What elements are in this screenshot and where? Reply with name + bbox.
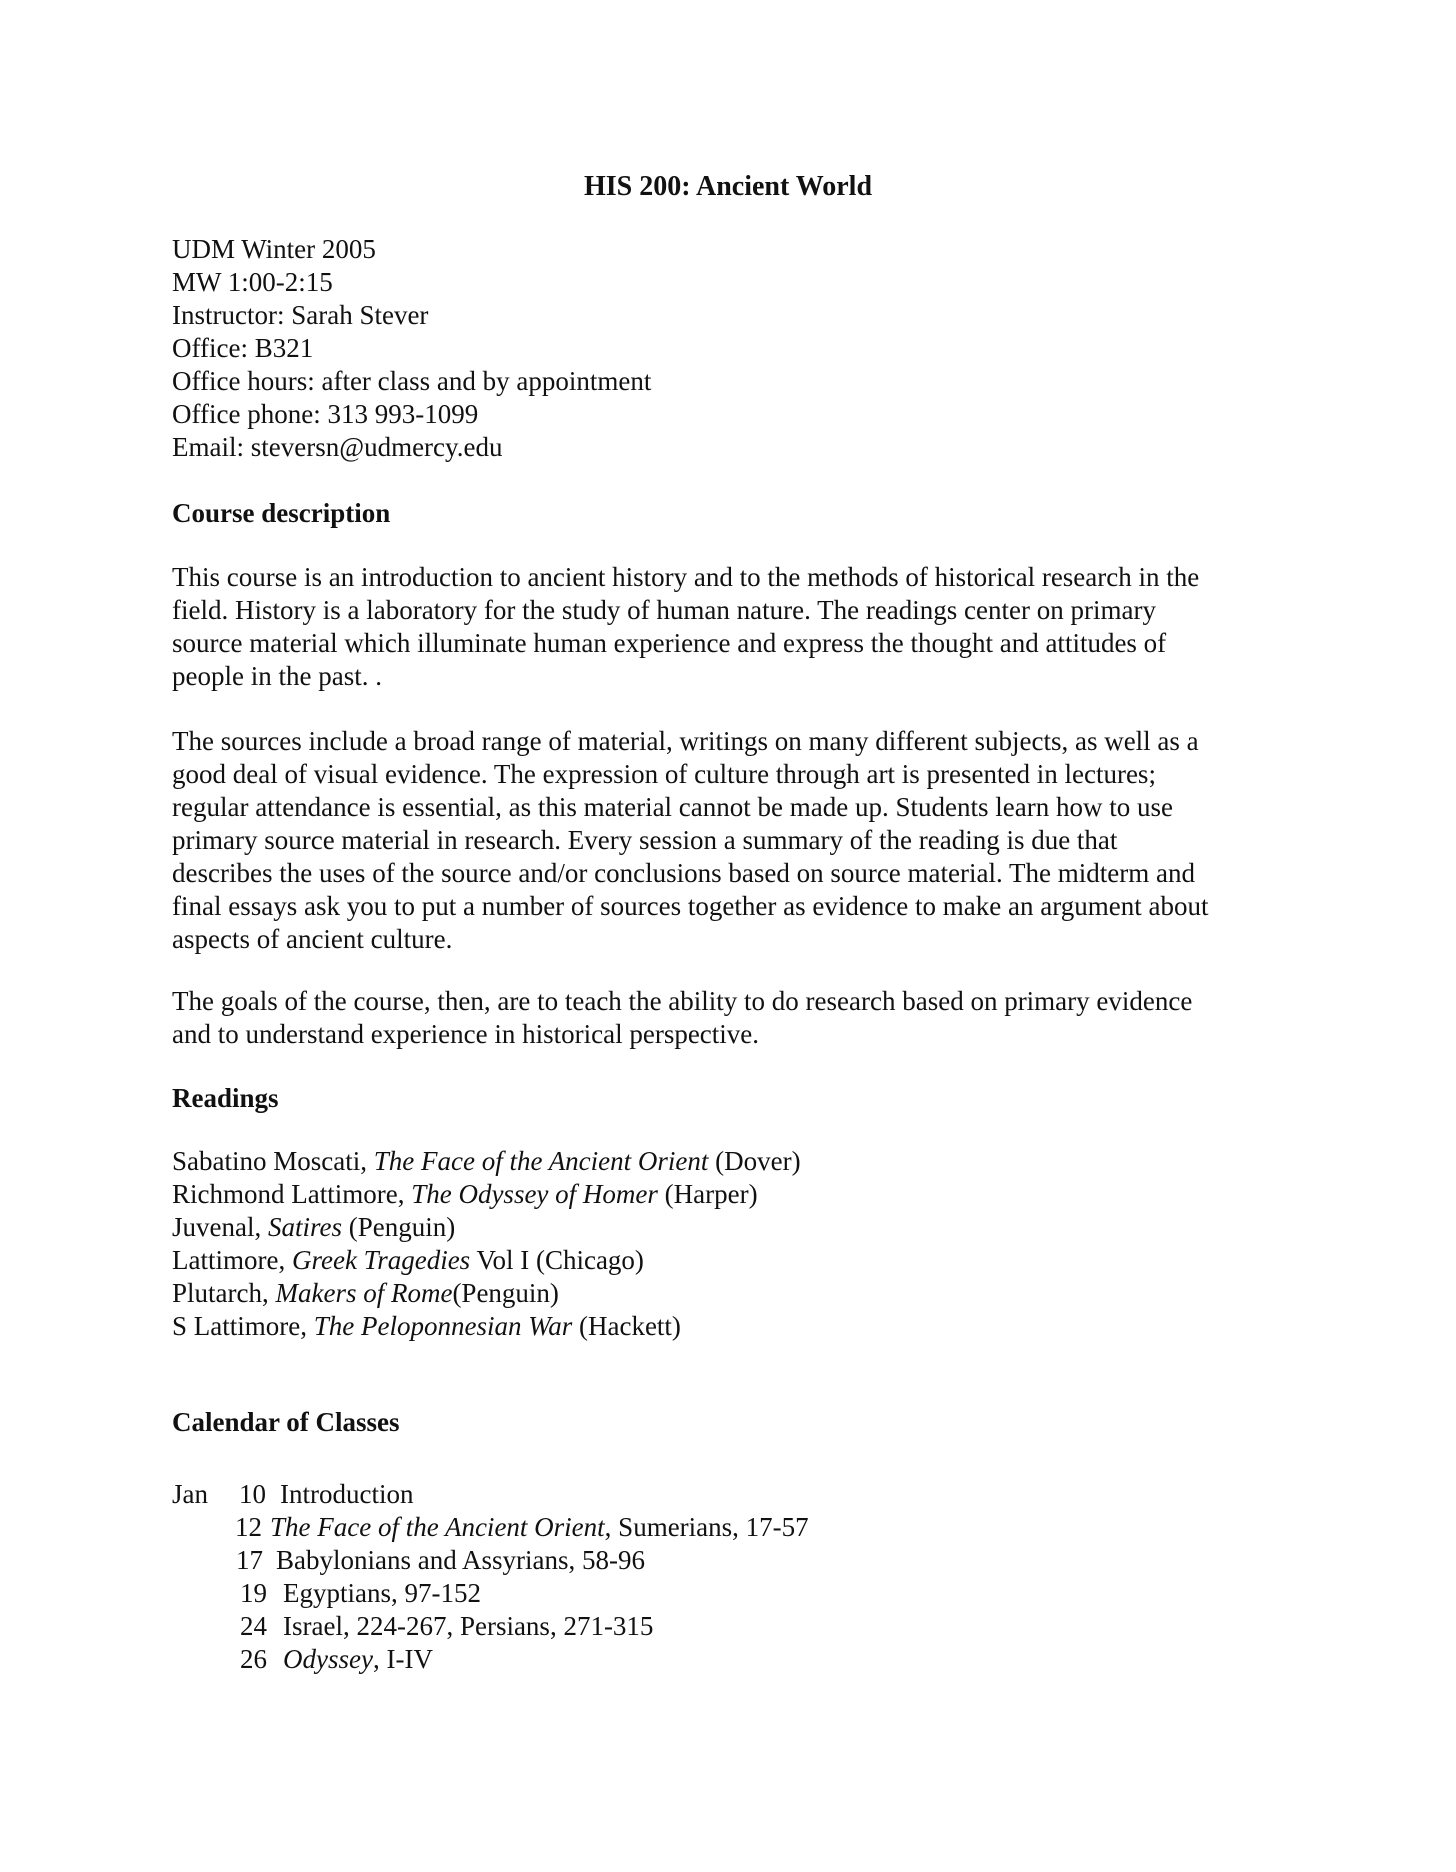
- calendar-topic-text: Introduction: [280, 1479, 414, 1509]
- course-description-heading: Course description: [172, 498, 391, 528]
- calendar-topic: [270, 1511, 809, 1544]
- reading-publisher: (Hackett): [572, 1311, 681, 1341]
- reading-publisher: (Penguin): [452, 1278, 559, 1308]
- calendar-topic-text: , I-IV: [372, 1644, 433, 1674]
- paragraph-line: good deal of visual evidence. The expression of culture through art is presented in lectures;: [172, 759, 1156, 789]
- calendar-day: 19: [240, 1578, 267, 1608]
- reading-author: S Lattimore,: [172, 1311, 314, 1341]
- info-schedule: MW 1:00-2:15: [172, 267, 333, 297]
- reading-item: [172, 1310, 1292, 1343]
- course-info: [172, 233, 1292, 464]
- calendar-day: 10: [239, 1479, 266, 1509]
- calendar-topic: [283, 1643, 433, 1676]
- paragraph-line: primary source material in research. Every session a summary of the reading is due that: [172, 825, 1118, 855]
- reading-author: Richmond Lattimore,: [172, 1179, 412, 1209]
- info-term: UDM Winter 2005: [172, 234, 376, 264]
- reading-publisher: (Dover): [708, 1146, 801, 1176]
- paragraph-line: source material which illuminate human experience and express the thought and attitudes of: [172, 628, 1167, 658]
- reading-title: Satires: [267, 1212, 342, 1242]
- calendar-topic-title: Odyssey: [283, 1644, 373, 1674]
- reading-author: Juvenal,: [172, 1212, 268, 1242]
- calendar-day: 26: [240, 1644, 267, 1674]
- info-office-hours: Office hours: after class and by appointment: [172, 366, 652, 396]
- paragraph-line: The goals of the course, then, are to teach the ability to do research based on primary evidence: [172, 986, 1193, 1016]
- info-office-phone: Office phone: 313 993-1099: [172, 399, 479, 429]
- calendar-topic-text: Israel, 224-267, Persians, 271-315: [283, 1611, 654, 1641]
- calendar-topic-text: Babylonians and Assyrians, 58-96: [276, 1545, 645, 1575]
- paragraph-line: The sources include a broad range of material, writings on many different subjects, as well as a: [172, 726, 1199, 756]
- reading-title: The Peloponnesian War: [313, 1311, 573, 1341]
- calendar-topic: [276, 1544, 645, 1577]
- calendar-topic-text: , Sumerians, 17-57: [604, 1512, 809, 1542]
- reading-publisher: (Penguin): [341, 1212, 456, 1242]
- description-paragraph-1: [172, 561, 1292, 693]
- calendar-day: 24: [240, 1611, 267, 1641]
- reading-title: The Odyssey of Homer: [411, 1179, 658, 1209]
- calendar-topic: [280, 1478, 413, 1511]
- reading-author: Lattimore,: [172, 1245, 292, 1275]
- paragraph-line: people in the past. .: [172, 661, 382, 691]
- calendar-day: 12: [235, 1512, 262, 1542]
- readings-heading: Readings: [172, 1083, 279, 1113]
- paragraph-line: final essays ask you to put a number of sources together as evidence to make an argument about: [172, 891, 1209, 921]
- reading-item: [172, 1277, 1292, 1310]
- calendar-topic: [283, 1610, 653, 1643]
- reading-item: [172, 1145, 1292, 1178]
- reading-item: [172, 1178, 1292, 1211]
- paragraph-line: aspects of ancient culture.: [172, 924, 453, 954]
- info-office: Office: B321: [172, 333, 314, 363]
- paragraph-line: regular attendance is essential, as this material cannot be made up. Students learn how to use: [172, 792, 1173, 822]
- reading-publisher: Vol I (Chicago): [470, 1245, 644, 1275]
- calendar-month: Jan: [172, 1479, 208, 1509]
- page-title: HIS 200: Ancient World: [583, 171, 873, 202]
- paragraph-line: and to understand experience in historical perspective.: [172, 1019, 760, 1049]
- paragraph-line: field. History is a laboratory for the study of human nature. The readings center on primary: [172, 595, 1156, 625]
- reading-item: [172, 1211, 1292, 1244]
- reading-publisher: (Harper): [657, 1179, 758, 1209]
- readings-list: [172, 1145, 1292, 1343]
- reading-author: Plutarch,: [172, 1278, 276, 1308]
- reading-item: [172, 1244, 1292, 1277]
- calendar-topic-text: Egyptians, 97-152: [283, 1578, 481, 1608]
- calendar-topic: [283, 1577, 481, 1610]
- calendar-day: 17: [236, 1545, 263, 1575]
- reading-title: Greek Tragedies: [291, 1245, 471, 1275]
- calendar-topic-title: The Face of the Ancient Orient: [270, 1512, 605, 1542]
- reading-author: Sabatino Moscati,: [172, 1146, 374, 1176]
- reading-title: The Face of the Ancient Orient: [373, 1146, 709, 1176]
- description-paragraph-3: [172, 985, 1292, 1051]
- reading-title: Makers of Rome: [275, 1278, 453, 1308]
- info-instructor: Instructor: Sarah Stever: [172, 300, 429, 330]
- info-email: Email: steversn@udmercy.edu: [172, 432, 503, 462]
- calendar-heading: Calendar of Classes: [172, 1407, 400, 1437]
- description-paragraph-2: [172, 725, 1292, 956]
- paragraph-line: This course is an introduction to ancient history and to the methods of historical research in the: [172, 562, 1200, 592]
- paragraph-line: describes the uses of the source and/or conclusions based on source material. The midterm and: [172, 858, 1195, 888]
